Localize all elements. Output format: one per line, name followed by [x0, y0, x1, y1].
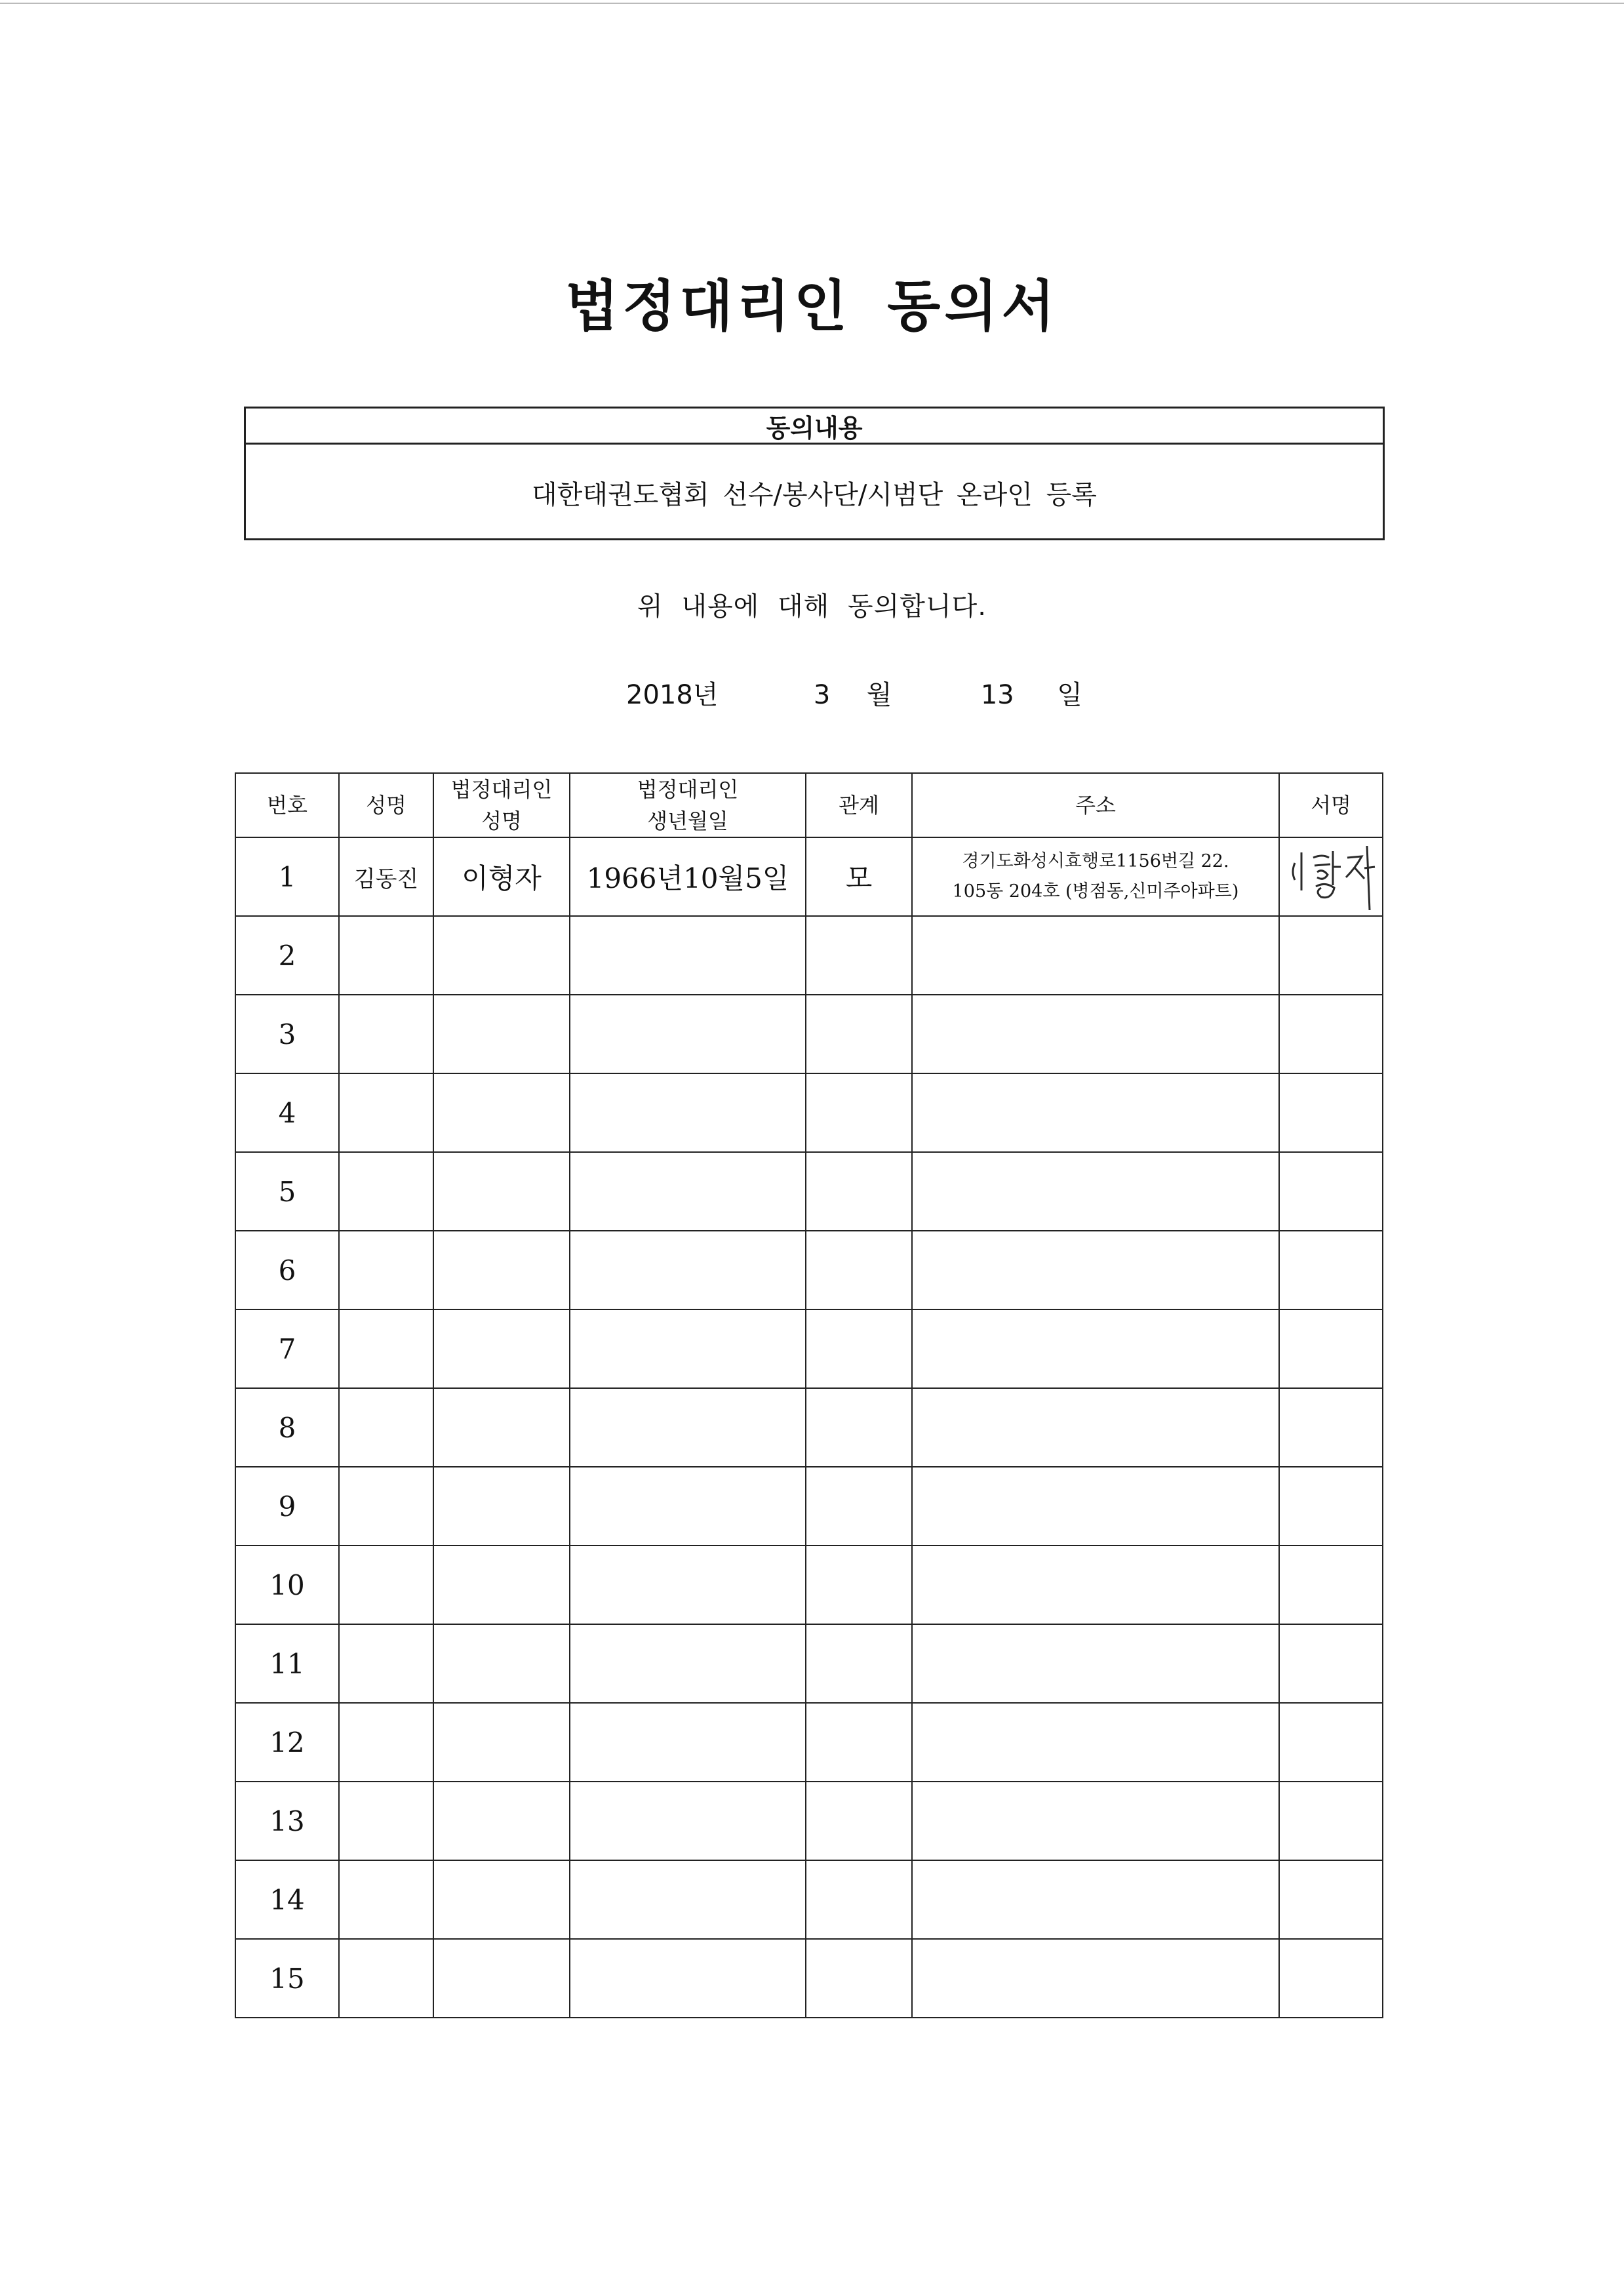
row-no: 10	[235, 1546, 339, 1624]
row-relation	[806, 995, 912, 1073]
row-no: 11	[235, 1624, 339, 1703]
row-signature	[1279, 1467, 1383, 1546]
row-address	[912, 1152, 1279, 1231]
table-header-row	[235, 773, 1383, 837]
scan-top-edge	[0, 3, 1624, 4]
row-address	[912, 1939, 1279, 2018]
table-row	[235, 1073, 1383, 1152]
row-guardian-birth	[570, 1231, 806, 1309]
row-address	[912, 1546, 1279, 1624]
row-guardian-name: 이형자	[433, 837, 570, 916]
row-no: 3	[235, 995, 339, 1073]
row-address	[912, 1231, 1279, 1309]
row-relation	[806, 1073, 912, 1152]
row-guardian-name	[433, 1782, 570, 1860]
row-guardian-birth	[570, 1152, 806, 1231]
table-row	[235, 916, 1383, 995]
row-relation	[806, 1546, 912, 1624]
table-row	[235, 1939, 1383, 2018]
row-guardian-name	[433, 1467, 570, 1546]
row-name	[339, 1309, 433, 1388]
row-guardian-birth	[570, 1939, 806, 2018]
row-address	[912, 1860, 1279, 1939]
row-address	[912, 1467, 1279, 1546]
row-relation	[806, 1782, 912, 1860]
row-guardian-birth: 1966년10월5일	[570, 837, 806, 916]
handwritten-signature	[1282, 838, 1380, 915]
row-signature	[1279, 1860, 1383, 1939]
row-relation	[806, 1703, 912, 1782]
row-relation	[806, 1309, 912, 1388]
row-address	[912, 995, 1279, 1073]
row-name	[339, 1152, 433, 1231]
row-no: 8	[235, 1388, 339, 1467]
row-no: 4	[235, 1073, 339, 1152]
row-signature	[1279, 1231, 1383, 1309]
header-guardian-name	[433, 773, 570, 837]
row-no: 6	[235, 1231, 339, 1309]
row-guardian-name	[433, 995, 570, 1073]
row-name: 김동진	[339, 837, 433, 916]
document-title: 법정대리인 동의서	[565, 274, 1059, 338]
row-address	[912, 1309, 1279, 1388]
date-line	[626, 674, 1082, 711]
row-signature	[1279, 1782, 1383, 1860]
guardian-table	[235, 772, 1383, 2018]
table-row	[235, 1231, 1383, 1309]
row-no: 14	[235, 1860, 339, 1939]
row-name	[339, 1939, 433, 2018]
row-address	[912, 1388, 1279, 1467]
row-signature	[1279, 995, 1383, 1073]
row-guardian-birth	[570, 1073, 806, 1152]
row-relation	[806, 1152, 912, 1231]
row-guardian-name	[433, 1546, 570, 1624]
row-signature	[1279, 1703, 1383, 1782]
row-address	[912, 916, 1279, 995]
row-guardian-birth	[570, 1624, 806, 1703]
row-name	[339, 995, 433, 1073]
row-signature	[1279, 1152, 1383, 1231]
table-row	[235, 837, 1383, 916]
row-guardian-name	[433, 1309, 570, 1388]
row-guardian-name	[433, 1703, 570, 1782]
date-day-label: 일	[1057, 680, 1082, 710]
row-guardian-birth	[570, 1782, 806, 1860]
header-guardian-birth-line1: 법정대리인	[637, 777, 739, 802]
consent-content: 대한태권도협회 선수/봉사단/시범단 온라인 등록	[532, 479, 1097, 510]
table-row	[235, 1703, 1383, 1782]
row-guardian-birth	[570, 916, 806, 995]
header-guardian-name-line1: 법정대리인	[450, 777, 553, 802]
row-name	[339, 1546, 433, 1624]
row-guardian-birth	[570, 1309, 806, 1388]
row-guardian-name	[433, 916, 570, 995]
row-guardian-name	[433, 1073, 570, 1152]
row-signature	[1279, 1073, 1383, 1152]
row-no: 7	[235, 1309, 339, 1388]
header-relation: 관계	[806, 773, 912, 837]
row-signature	[1279, 1309, 1383, 1388]
table-row	[235, 1388, 1383, 1467]
row-address	[912, 837, 1279, 916]
row-guardian-name	[433, 1231, 570, 1309]
row-no: 5	[235, 1152, 339, 1231]
header-no: 번호	[235, 773, 339, 837]
row-address	[912, 1782, 1279, 1860]
row-signature	[1279, 1939, 1383, 2018]
row-guardian-birth	[570, 995, 806, 1073]
row-address-line1: 경기도화성시효행로1156번길 22.	[962, 851, 1229, 871]
row-name	[339, 1073, 433, 1152]
row-name	[339, 1388, 433, 1467]
row-address	[912, 1703, 1279, 1782]
row-relation	[806, 1624, 912, 1703]
table-row	[235, 1467, 1383, 1546]
agreement-statement: 위 내용에 대해 동의합니다.	[637, 591, 987, 622]
row-guardian-birth	[570, 1546, 806, 1624]
row-no: 15	[235, 1939, 339, 2018]
date-day-value: 13	[980, 680, 1014, 710]
header-guardian-birth-line2: 생년월일	[647, 808, 728, 833]
consent-heading: 동의내용	[246, 409, 1383, 445]
header-guardian-name-line2: 성명	[481, 808, 522, 833]
table-row	[235, 1782, 1383, 1860]
row-guardian-birth	[570, 1703, 806, 1782]
row-guardian-birth	[570, 1860, 806, 1939]
row-name	[339, 1703, 433, 1782]
row-guardian-birth	[570, 1388, 806, 1467]
row-relation: 모	[806, 837, 912, 916]
row-address-line2: 105동 204호 (병점동,신미주아파트)	[952, 881, 1239, 902]
row-guardian-name	[433, 1388, 570, 1467]
row-name	[339, 1782, 433, 1860]
row-relation	[806, 916, 912, 995]
row-no: 12	[235, 1703, 339, 1782]
row-guardian-name	[433, 1152, 570, 1231]
row-name	[339, 916, 433, 995]
header-signature: 서명	[1279, 773, 1383, 837]
row-signature	[1279, 1388, 1383, 1467]
row-address	[912, 1073, 1279, 1152]
header-name: 성명	[339, 773, 433, 837]
row-relation	[806, 1860, 912, 1939]
row-signature	[1279, 837, 1383, 916]
date-month-value: 3	[813, 680, 831, 710]
table-row	[235, 1546, 1383, 1624]
row-relation	[806, 1388, 912, 1467]
table-row	[235, 1624, 1383, 1703]
row-no: 1	[235, 837, 339, 916]
row-address	[912, 1624, 1279, 1703]
row-signature	[1279, 1624, 1383, 1703]
row-no: 9	[235, 1467, 339, 1546]
row-relation	[806, 1467, 912, 1546]
table-row	[235, 1860, 1383, 1939]
row-guardian-birth	[570, 1467, 806, 1546]
row-signature	[1279, 916, 1383, 995]
header-address: 주소	[912, 773, 1279, 837]
row-no: 13	[235, 1782, 339, 1860]
date-month-label: 월	[866, 680, 892, 710]
date-year: 2018년	[626, 680, 719, 710]
consent-box	[244, 407, 1385, 540]
row-no: 2	[235, 916, 339, 995]
row-relation	[806, 1231, 912, 1309]
table-row	[235, 995, 1383, 1073]
row-relation	[806, 1939, 912, 2018]
row-guardian-name	[433, 1860, 570, 1939]
row-guardian-name	[433, 1624, 570, 1703]
table-row	[235, 1309, 1383, 1388]
table-row	[235, 1152, 1383, 1231]
row-name	[339, 1624, 433, 1703]
row-name	[339, 1860, 433, 1939]
row-name	[339, 1467, 433, 1546]
row-signature	[1279, 1546, 1383, 1624]
row-name	[339, 1231, 433, 1309]
row-guardian-name	[433, 1939, 570, 2018]
header-guardian-birth	[570, 773, 806, 837]
